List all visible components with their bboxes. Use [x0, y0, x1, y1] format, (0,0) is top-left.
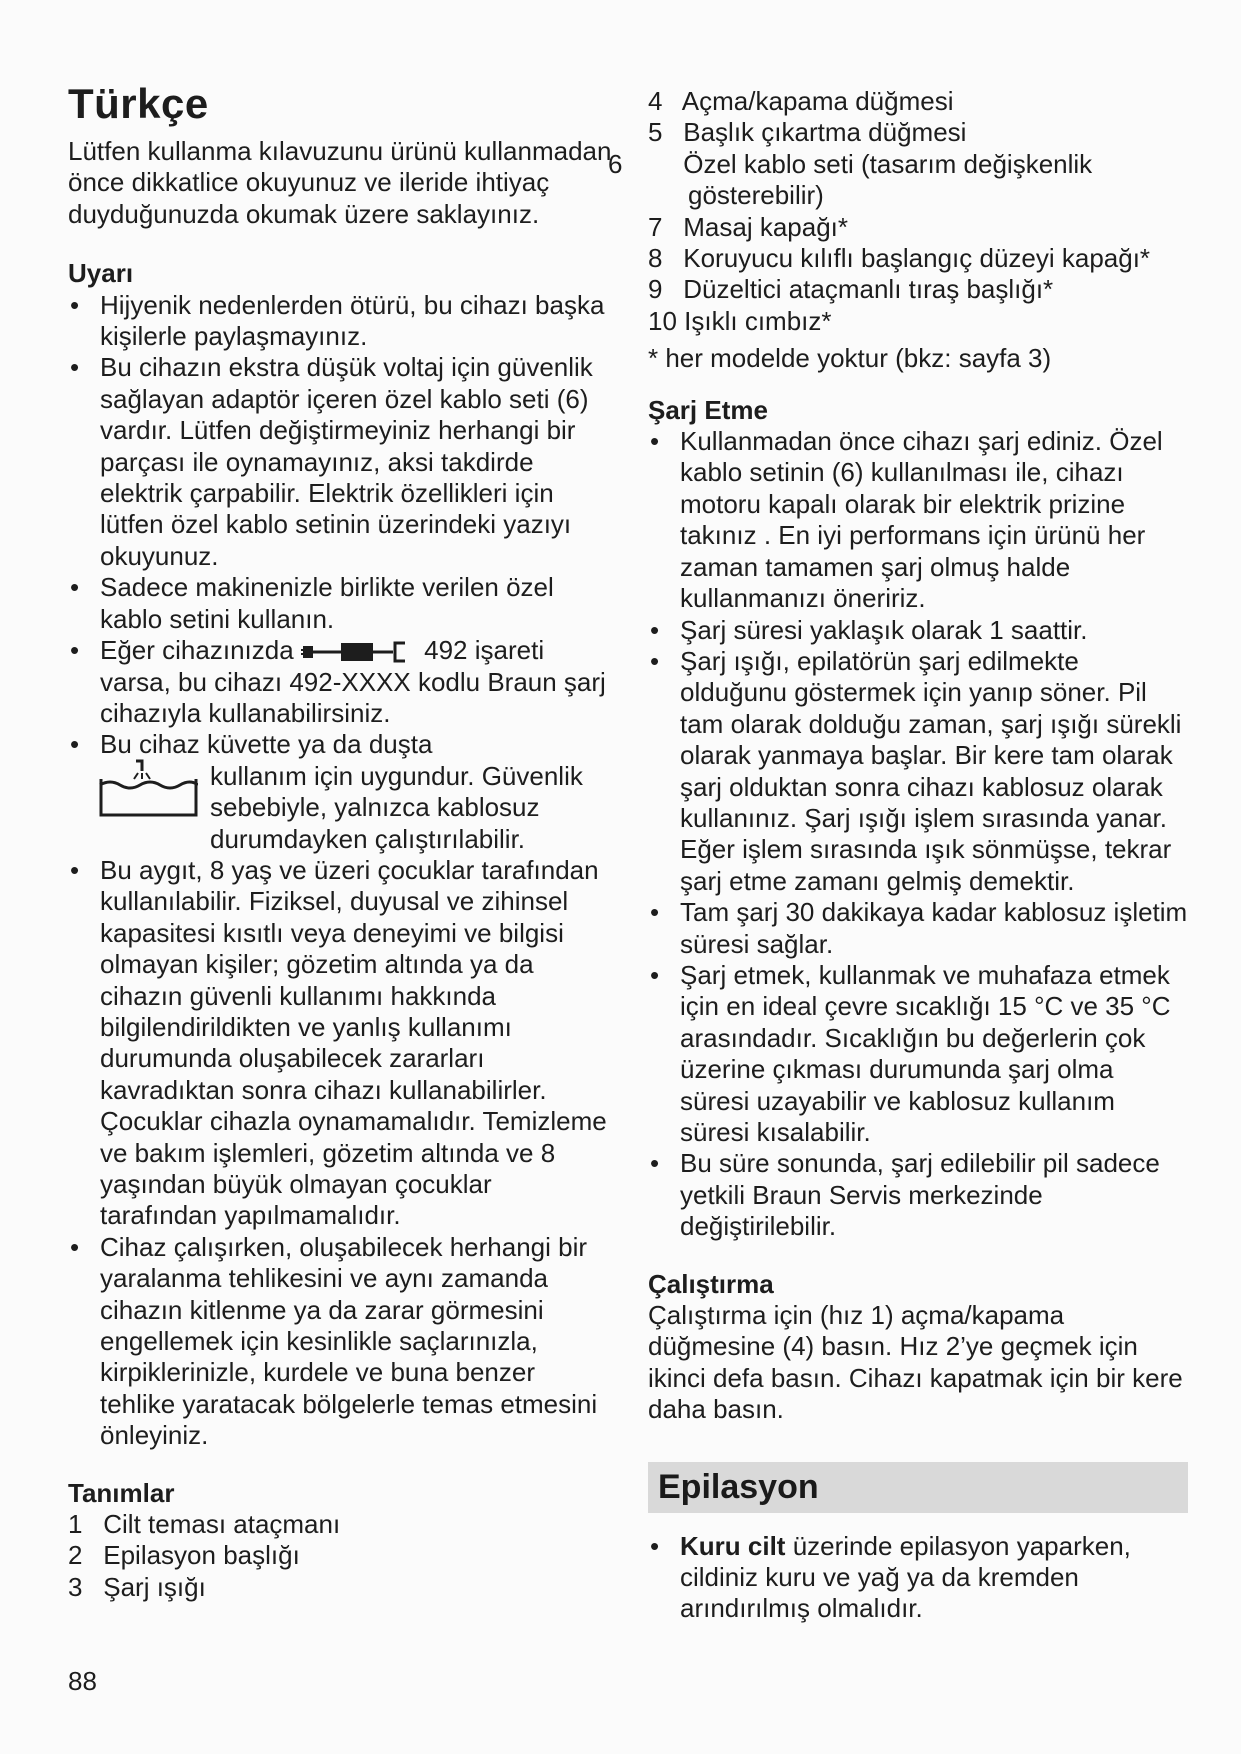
epilation-list: [648, 1531, 1188, 1625]
intro-paragraph: Lütfen kullanma kılavuzunu ürünü kullanmadan önce dikkatlice okuyunuz ve ileride ihtiyaç duyduğunuzda okumak üzere saklayınız.: [68, 136, 612, 229]
epilation-item-bold: Kuru cilt: [680, 1530, 786, 1561]
charging-item: • Tam şarj 30 dakikaya kadar kablosuz işletim süresi sağlar.: [648, 897, 1188, 960]
left-column: [68, 136, 613, 1603]
warning-item: • Cihaz çalışırken, oluşabilecek herhangi bir yaralanma tehlikesini ve aynı zamanda cihazın kitlenme ya da zarar görmesini engellemek için kesinlikle saçlarınızla, kirpiklerinizle, kurdele ve buna benzer tehlike yaratacak bölgelerle temas etmesini önleyiniz.: [68, 1232, 613, 1452]
page-title: Türkçe: [68, 80, 209, 127]
epilation-item-text: üzerinde epilasyon yaparken, cildiniz kuru ve yağ ya da kremden arındırılmış olmalıdır.: [680, 1530, 1131, 1624]
descriptions-heading: Tanımlar: [68, 1477, 175, 1508]
footnote: * her modelde yoktur (bkz: sayfa 3): [648, 343, 1052, 374]
charging-item: • Şarj süresi yaklaşık olarak 1 saattir.: [648, 615, 1188, 646]
warning-item-492: [68, 635, 613, 729]
warning-item-bath: [68, 729, 613, 855]
charging-item: • Bu süre sonunda, şarj edilebilir pil sadece yetkili Braun Servis merkezinde değiştirilebilir.: [648, 1148, 1188, 1242]
warning-item: • Bu cihazın ekstra düşük voltaj için güvenlik sağlayan adaptör içeren özel kablo seti (6) vardır. Lütfen değiştirmeyiniz herhangi bir parçası ile oynamayınız, aksi takdirde elektrik çarpabilir. Elektrik özellikleri için lütfen özel kablo setinin üzerindeki yazıyı okuyunuz.: [68, 352, 613, 572]
warning-492-prefix: Eğer cihazınızda: [100, 635, 294, 666]
warning-bath-rest: kullanım için uygundur. Güvenlik sebebiyle, yalnızca kablosuz durumdayken çalıştırılabilir.: [210, 760, 583, 854]
description-item: 3 Şarj ışığı: [68, 1571, 206, 1602]
description-item: 2 Epilasyon başlığı: [68, 1540, 300, 1571]
epilation-item: [648, 1531, 1188, 1625]
warning-item: • Sadece makinenizle birlikte verilen özel kablo setini kullanın.: [68, 572, 613, 635]
bathtub-shower-icon: [98, 759, 198, 819]
epilation-section-header: Epilasyon: [648, 1462, 1188, 1513]
charging-item: • Şarj ışığı, epilatörün şarj edilmekte olduğunu göstermek için yanıp söner. Pil tam olarak dolduğu zaman, şarj ışığı sürekli olarak yanmaya başlar. Bir kere tam olarak şarj olduktan sonra cihazı kablosuz olarak kullanınız. Şarj ışığı işlem sırasında yanar. Eğer işlem sırasında ışık sönmüşse, tekrar şarj etme zamanı gelmiş demektir.: [648, 646, 1188, 897]
description-item: 4 Açma/kapama düğmesi: [648, 86, 954, 116]
charger-plug-icon: [301, 640, 417, 664]
descriptions-list-left: [68, 1509, 613, 1603]
charging-heading: Şarj Etme: [648, 394, 768, 425]
operating-heading: Çalıştırma: [648, 1268, 774, 1299]
description-item: 1 Cilt teması ataçmanı: [68, 1509, 341, 1540]
warning-list: [68, 290, 613, 1452]
descriptions-list-right: [608, 86, 1188, 337]
warning-heading: Uyarı: [68, 258, 134, 289]
warning-item: • Hijyenik nedenlerden ötürü, bu cihazı başka kişilerle paylaşmayınız.: [68, 290, 613, 353]
description-item: 9 Düzeltici ataçmanlı tıraş başlığı*: [648, 274, 1054, 305]
warning-bath-first: Bu cihaz küvette ya da duşta: [100, 729, 433, 760]
charging-item: • Şarj etmek, kullanmak ve muhafaza etmek için en ideal çevre sıcaklığı 15 °C ve 35 °C arasındadır. Sıcaklığın bu değerlerin çok üzerine çıkması durumunda şarj olma süresi uzayabilir ve kablosuz kullanım süresi kısalabilir.: [648, 960, 1188, 1148]
warning-492-suffix: 492 işareti varsa, bu cihazı 492-XXXX kodlu Braun şarj cihazıyla kullanabilirsiniz.: [100, 635, 606, 728]
description-item: 8 Koruyucu kılıflı başlangıç düzeyi kapağı*: [648, 243, 1151, 274]
charging-list: [648, 426, 1188, 1243]
description-item: 6 Özel kablo seti (tasarım değişkenlik gösterebilir): [608, 148, 1093, 211]
description-item: 10 Işıklı cımbız*: [648, 305, 832, 336]
charging-item: • Kullanmadan önce cihazı şarj ediniz. Özel kablo setinin (6) kullanılması ile, cihazı motoru kapalı olarak bir elektrik prizine takınız . En iyi performans için ürünü her zaman tamamen şarj olmuş halde kullanmanızı öneririz.: [648, 426, 1188, 614]
right-column: [608, 86, 1188, 1625]
operating-paragraph: Çalıştırma için (hız 1) açma/kapama düğmesine (4) basın. Hız 2’ye geçmek için ikinci defa basın. Cihazı kapatmak için bir kere daha basın.: [648, 1300, 1183, 1425]
warning-item: • Bu aygıt, 8 yaş ve üzeri çocuklar tarafından kullanılabilir. Fiziksel, duyusal ve zihinsel kapasitesi kısıtlı veya deneyimi ve bilgisi olmayan kişiler; gözetim altında ya da cihazın güvenli kullanımı hakkında bilgilendirildikten ve yanlış kullanımı durumunda oluşabilecek zararları kavradıktan sonra cihazı kullanabilirler. Çocuklar cihazla oynamamalıdır. Temizleme ve bakım işlemleri, gözetim altında ve 8 yaşından büyük olmayan çocuklar tarafından yapılmamalıdır.: [68, 855, 613, 1232]
description-item: 5 Başlık çıkartma düğmesi: [648, 117, 967, 148]
page-number: 88: [68, 1666, 97, 1696]
description-item: 7 Masaj kapağı*: [648, 211, 848, 242]
